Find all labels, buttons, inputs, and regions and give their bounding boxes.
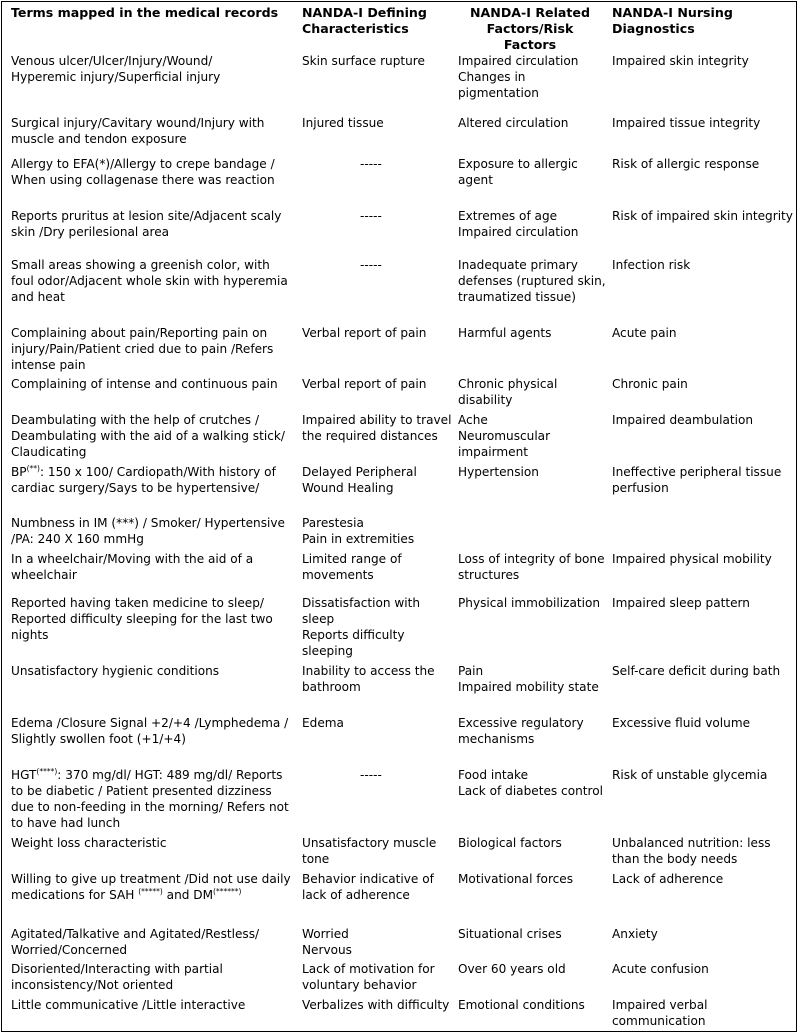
related-cell: Inadequate primary defenses (ruptured skin, traumatized tissue)	[458, 258, 606, 304]
footnote-marker: (**)	[26, 464, 40, 473]
related-cell: Ache Neuromuscular impairment	[458, 413, 551, 459]
defining-cell: Delayed Peripheral Wound Healing	[302, 465, 417, 495]
diagnosis-cell: Anxiety	[612, 927, 658, 941]
defining-cell: Unsatisfactory muscle tone	[302, 836, 437, 866]
footnote-marker: (*****)	[138, 887, 163, 896]
terms-cell	[11, 871, 291, 903]
diagnosis-cell: Ineffective peripheral tissue perfusion	[612, 465, 782, 495]
defining-cell: -----	[360, 258, 382, 272]
terms-cell: Edema /Closure Signal +2/+4 /Lymphedema / Slightly swollen foot (+1/+4)	[11, 716, 289, 746]
related-cell: Pain Impaired mobility state	[458, 664, 599, 694]
related-cell: Food intake Lack of diabetes control	[458, 768, 603, 798]
terms-cell: Little communicative /Little interactive	[11, 998, 246, 1012]
terms-cell: Disoriented/Interacting with partial inconsistency/Not oriented	[11, 962, 223, 992]
defining-cell: -----	[360, 209, 382, 223]
related-cell: Impaired circulation Changes in pigmentation	[458, 54, 579, 100]
diagnosis-cell: Risk of allergic response	[612, 157, 760, 171]
terms-prefix: HGT	[11, 768, 37, 782]
header-diagnoses: NANDA-I Nursing Diagnostics	[612, 5, 733, 36]
diagnosis-cell: Impaired physical mobility	[612, 552, 772, 566]
terms-cell	[11, 767, 291, 831]
diagnosis-cell: Infection risk	[612, 258, 691, 272]
terms-text: and DM	[162, 888, 214, 902]
diagnosis-cell: Impaired skin integrity	[612, 54, 749, 68]
diagnosis-cell: Impaired verbal communication	[612, 998, 708, 1028]
related-cell: Physical immobilization	[458, 596, 601, 610]
related-cell: Harmful agents	[458, 326, 552, 340]
terms-cell	[11, 464, 291, 496]
header-terms: Terms mapped in the medical records	[11, 5, 279, 20]
terms-cell: Allergy to EFA(*)/Allergy to crepe bandage / When using collagenase there was reaction	[11, 157, 275, 187]
defining-cell: Edema	[302, 716, 344, 730]
related-cell: Chronic physical disability	[458, 377, 558, 407]
footnote-marker: (****)	[36, 767, 58, 776]
terms-cell: Agitated/Talkative and Agitated/Restless/ Worried/Concerned	[11, 927, 260, 957]
header-related: NANDA-I Related Factors/Risk Factors	[470, 5, 590, 52]
diagnosis-cell: Unbalanced nutrition: less than the body needs	[612, 836, 771, 866]
related-cell: Motivational forces	[458, 872, 574, 886]
diagnosis-cell: Risk of impaired skin integrity	[612, 209, 793, 223]
terms-rest: : 150 x 100/ Cardiopath/With history of cardiac surgery/Says to be hypertensive/	[11, 465, 276, 495]
diagnosis-cell: Chronic pain	[612, 377, 688, 391]
related-cell: Over 60 years old	[458, 962, 566, 976]
terms-cell: Weight loss characteristic	[11, 836, 167, 850]
terms-cell: Complaining about pain/Reporting pain on injury/Pain/Patient cried due to pain /Refers intense pain	[11, 326, 274, 372]
terms-cell: Numbness in IM (***) / Smoker/ Hypertensive /PA: 240 X 160 mmHg	[11, 516, 285, 546]
footnote-marker: (******)	[213, 887, 242, 896]
diagnosis-cell: Self-care deficit during bath	[612, 664, 781, 678]
terms-cell: Small areas showing a greenish color, with foul odor/Adjacent whole skin with hyperemia and heat	[11, 258, 288, 304]
defining-cell: Skin surface rupture	[302, 54, 425, 68]
defining-cell: Verbalizes with difficulty	[302, 998, 450, 1012]
nanda-table	[1, 1, 797, 1032]
terms-prefix: BP	[11, 465, 27, 479]
diagnosis-cell: Acute pain	[612, 326, 677, 340]
related-cell: Hypertension	[458, 465, 539, 479]
defining-cell: Verbal report of pain	[302, 377, 427, 391]
related-cell: Altered circulation	[458, 116, 569, 130]
defining-cell: -----	[360, 768, 382, 782]
terms-cell: Deambulating with the help of crutches / Deambulating with the aid of a walking stick/ Claudicating	[11, 413, 285, 459]
terms-cell: Unsatisfactory hygienic conditions	[11, 664, 220, 678]
terms-cell: Reports pruritus at lesion site/Adjacent scaly skin /Dry perilesional area	[11, 209, 282, 239]
diagnosis-cell: Acute confusion	[612, 962, 709, 976]
terms-cell: Reported having taken medicine to sleep/ Reported difficulty sleeping for the last two nights	[11, 596, 273, 642]
diagnosis-cell: Impaired deambulation	[612, 413, 754, 427]
terms-cell: In a wheelchair/Moving with the aid of a wheelchair	[11, 552, 254, 582]
terms-cell: Surgical injury/Cavitary wound/Injury with muscle and tendon exposure	[11, 116, 265, 146]
diagnosis-cell: Risk of unstable glycemia	[612, 768, 768, 782]
defining-cell: -----	[360, 157, 382, 171]
header-defining: NANDA-I Defining Characteristics	[302, 5, 427, 36]
diagnosis-cell: Impaired sleep pattern	[612, 596, 750, 610]
terms-cell: Complaining of intense and continuous pain	[11, 377, 278, 391]
defining-cell: Behavior indicative of lack of adherence	[302, 872, 434, 902]
defining-cell: Parestesia Pain in extremities	[302, 516, 415, 546]
terms-text: Willing to give up treatment /Did not use daily medications for SAH	[11, 872, 291, 902]
diagnosis-cell: Lack of adherence	[612, 872, 724, 886]
defining-cell: Limited range of movements	[302, 552, 402, 582]
defining-cell: Inability to access the bathroom	[302, 664, 435, 694]
related-cell: Biological factors	[458, 836, 562, 850]
terms-rest: : 370 mg/dl/ HGT: 489 mg/dl/ Reports to be diabetic / Patient presented dizziness due to non-feeding in the morning/ Refers not to have had lunch	[11, 768, 289, 830]
diagnosis-cell: Impaired tissue integrity	[612, 116, 761, 130]
related-cell: Situational crises	[458, 927, 562, 941]
related-cell: Extremes of age Impaired circulation	[458, 209, 579, 239]
related-cell: Emotional conditions	[458, 998, 585, 1012]
terms-cell: Venous ulcer/Ulcer/Injury/Wound/ Hyperemic injury/Superficial injury	[11, 54, 221, 84]
defining-cell: Dissatisfaction with sleep Reports difficulty sleeping	[302, 596, 421, 658]
related-cell: Exposure to allergic agent	[458, 157, 578, 187]
defining-cell: Impaired ability to travel the required distances	[302, 413, 452, 443]
related-cell: Excessive regulatory mechanisms	[458, 716, 584, 746]
related-cell: Loss of integrity of bone structures	[458, 552, 605, 582]
defining-cell: Worried Nervous	[302, 927, 352, 957]
diagnosis-cell: Excessive fluid volume	[612, 716, 751, 730]
defining-cell: Verbal report of pain	[302, 326, 427, 340]
defining-cell: Lack of motivation for voluntary behavior	[302, 962, 435, 992]
defining-cell: Injured tissue	[302, 116, 384, 130]
